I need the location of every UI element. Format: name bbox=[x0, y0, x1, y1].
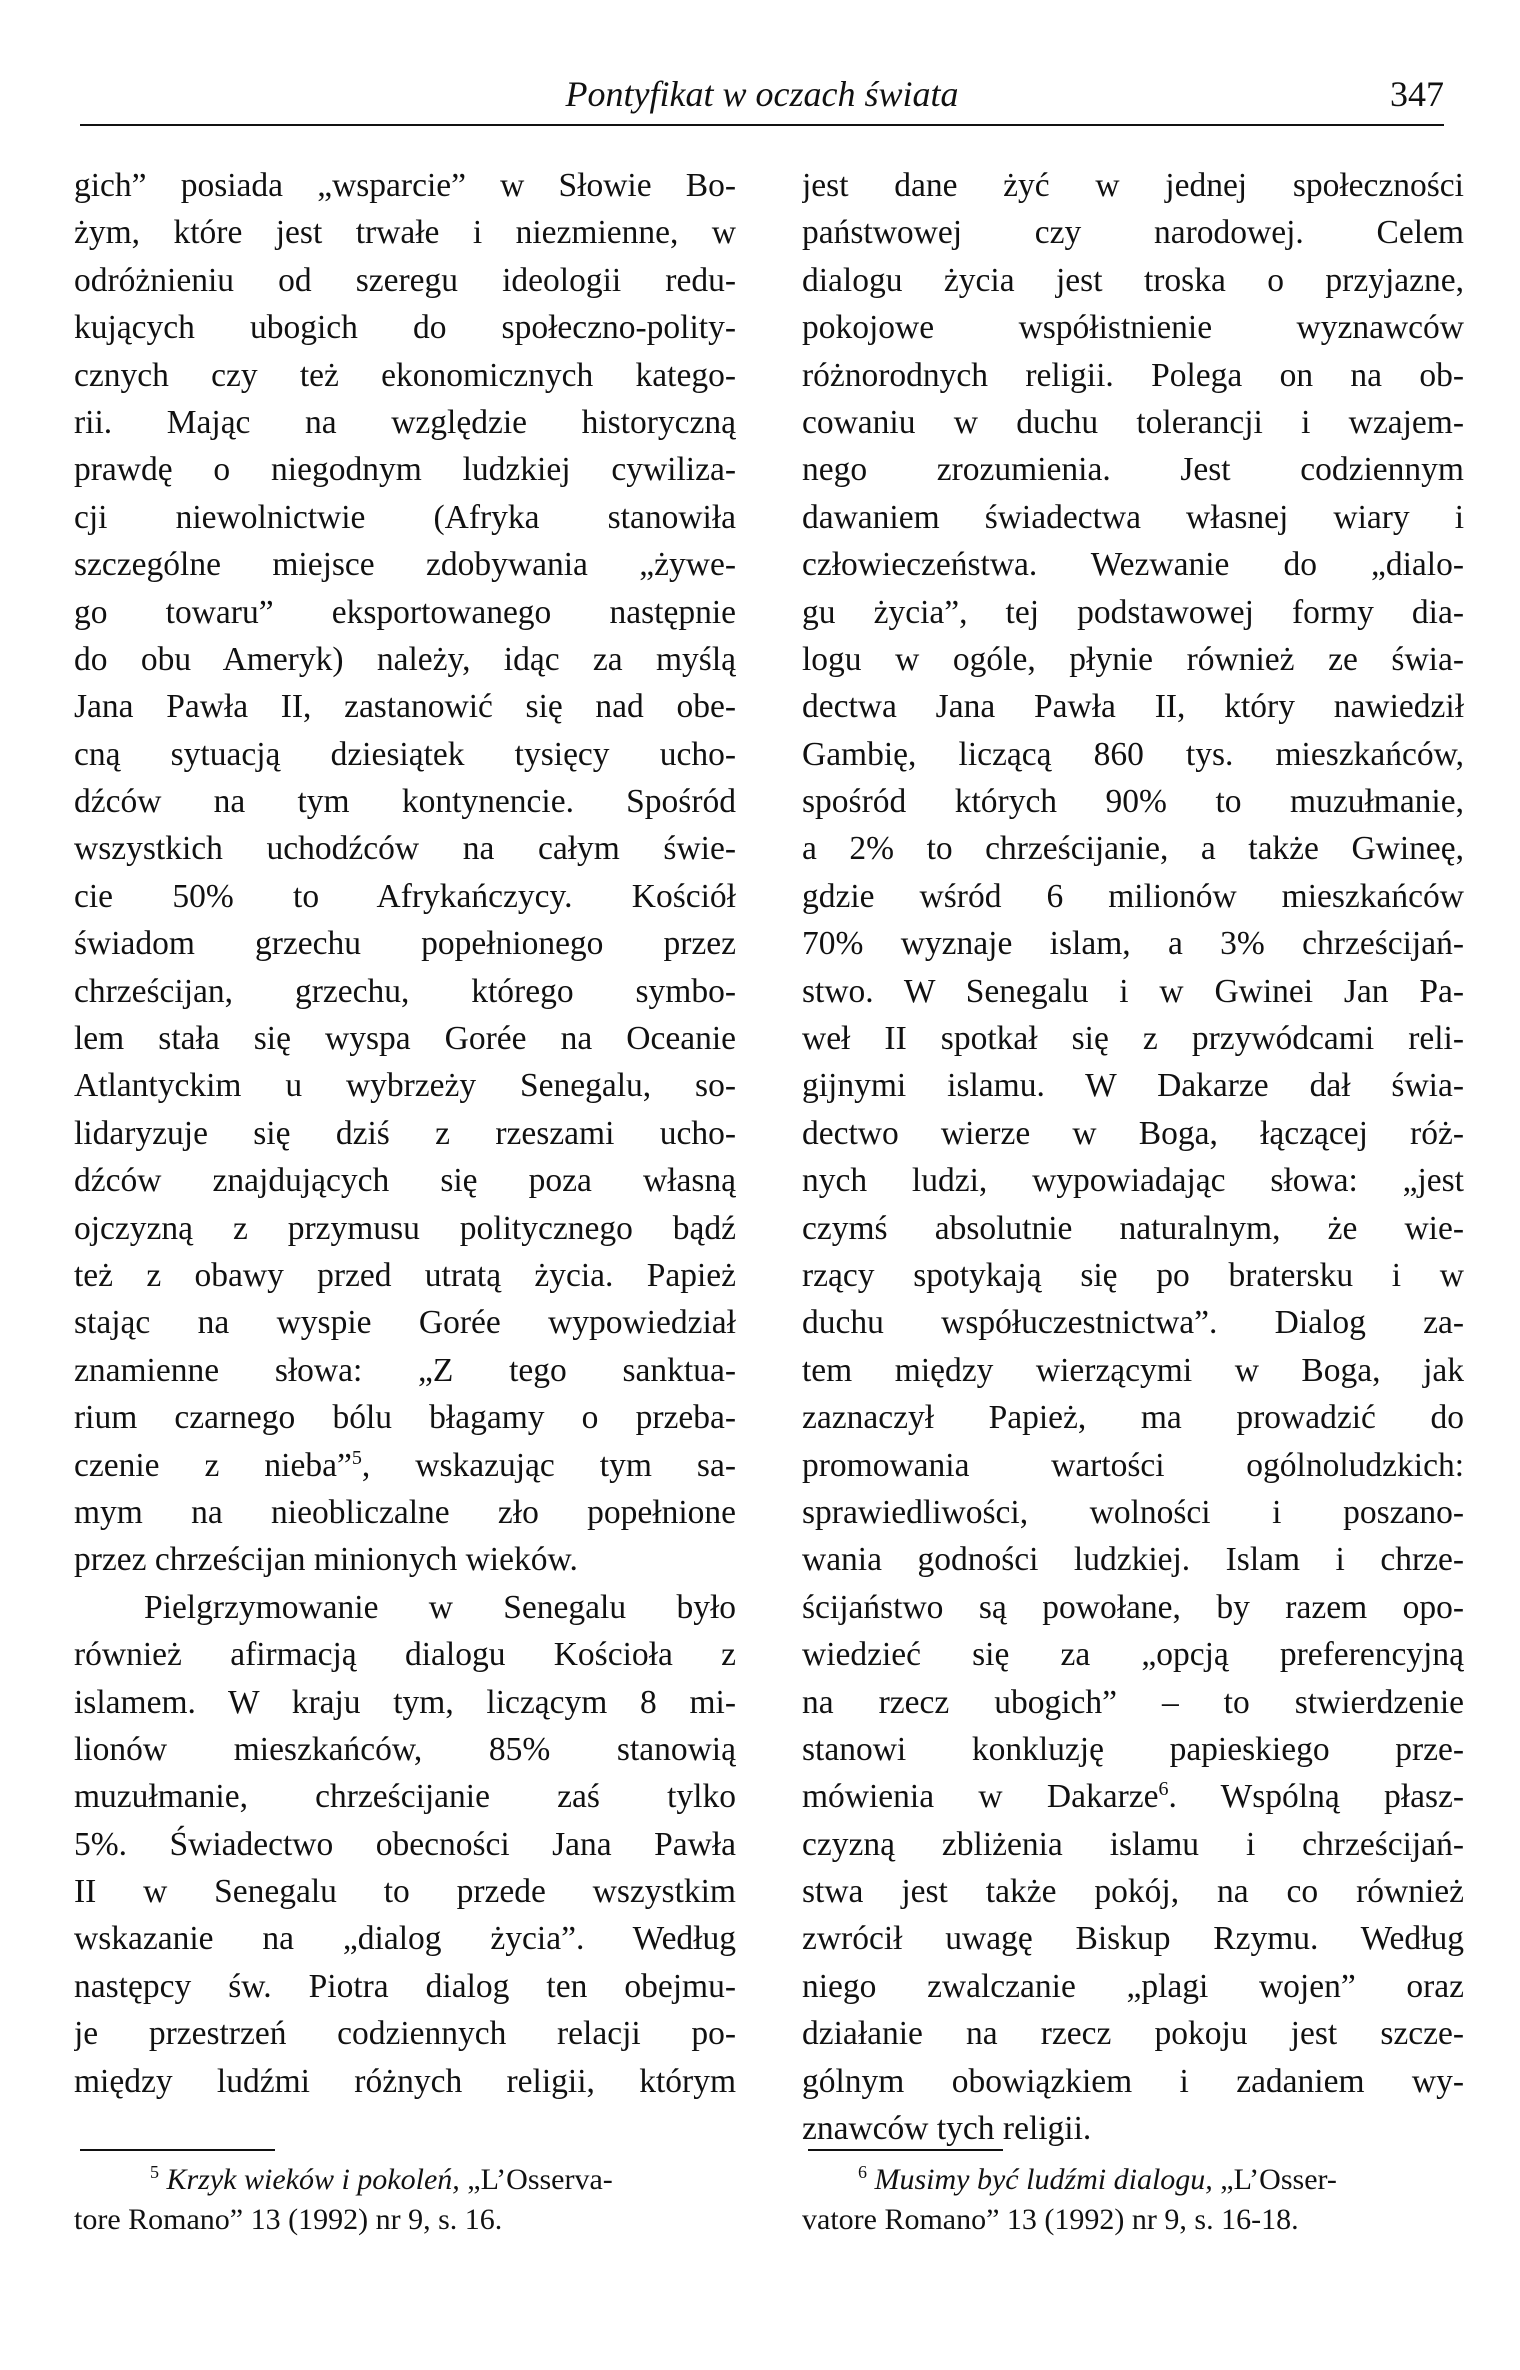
text-line: muzułmanie, chrześcijanie zaś tylko bbox=[74, 1778, 736, 1816]
text-line: czyzną zbliżenia islamu i chrześcijań- bbox=[802, 1825, 1464, 1863]
text-line: II w Senegalu to przede wszystkim bbox=[74, 1873, 736, 1911]
text-line: rii. Mając na względzie historyczną bbox=[74, 403, 736, 441]
text-line: gich” posiada „wsparcie” w Słowie Bo- bbox=[74, 167, 736, 204]
text-line: dźców znajdujących się poza własną bbox=[74, 1162, 736, 1200]
text-fragment: , wskazując tym sa- bbox=[361, 1446, 736, 1484]
text-line: dawaniem świadectwa własnej wiary i bbox=[802, 498, 1464, 536]
running-title: Pontyfikat w oczach świata bbox=[565, 74, 959, 114]
text-line: logu w ogóle, płynie również ze świa- bbox=[802, 640, 1464, 678]
text-line: również afirmacją dialogu Kościoła z bbox=[74, 1636, 736, 1674]
text-line: zwrócił uwagę Biskup Rzymu. Według bbox=[802, 1920, 1464, 1958]
text-line: znawców tych religii. bbox=[802, 2110, 1092, 2148]
text-line: znamienne słowa: „Z tego sanktua- bbox=[74, 1351, 736, 1389]
text-line: lem stała się wyspa Gorée na Oceanie bbox=[74, 1020, 736, 1058]
text-line: wszystkich uchodźców na całym świe- bbox=[74, 830, 736, 868]
footnote-number: 6 bbox=[858, 2162, 867, 2183]
text-line: zaznaczył Papież, ma prowadzić do bbox=[802, 1399, 1464, 1437]
text-line: gdzie wśród 6 milionów mieszkańców bbox=[802, 877, 1464, 915]
text-line: go towaru” eksportowanego następnie bbox=[74, 593, 736, 631]
footnote-source: „L’Osser- bbox=[1212, 2163, 1337, 2196]
text-line: gijnymi islamu. W Dakarze dał świa- bbox=[802, 1067, 1464, 1105]
text-line: cji niewolnictwie (Afryka stanowiła bbox=[74, 498, 736, 536]
text-line: dźców na tym kontynencie. Spośród bbox=[74, 783, 736, 821]
text-line: mym na nieobliczalne zło popełnione bbox=[74, 1493, 736, 1531]
page-number: 347 bbox=[1390, 74, 1444, 114]
text-line: ścijaństwo są powołane, by razem opo- bbox=[802, 1588, 1464, 1626]
text-line: lionów mieszkańców, 85% stanowią bbox=[74, 1730, 736, 1768]
text-line: islamem. W kraju tym, liczącym 8 mi- bbox=[74, 1683, 736, 1721]
right-column bbox=[802, 162, 1464, 2152]
text-line: wania godności ludzkiej. Islam i chrze- bbox=[802, 1541, 1464, 1579]
text-line: pokojowe współistnienie wyznawców bbox=[802, 309, 1464, 347]
footnote-line: vatore Romano” 13 (1992) nr 9, s. 16-18. bbox=[802, 2203, 1299, 2236]
text-line: wiedzieć się za „opcją preferencyjną bbox=[802, 1636, 1464, 1674]
text-line: stając na wyspie Gorée wypowiedział bbox=[74, 1304, 736, 1342]
text-line: rium czarnego bólu błagamy o przeba- bbox=[74, 1399, 736, 1437]
text-fragment: . Wspólną płasz- bbox=[1168, 1778, 1464, 1816]
text-line bbox=[74, 1442, 736, 1489]
footnote-ref-5: 5 bbox=[351, 1446, 362, 1469]
text-line: tem między wierzącymi w Boga, jak bbox=[802, 1351, 1464, 1389]
text-line: żym, które jest trwałe i niezmienne, w bbox=[74, 214, 736, 252]
text-line: Pielgrzymowanie w Senegalu było bbox=[144, 1588, 736, 1626]
text-line: Jana Pawła II, zastanowić się nad obe- bbox=[74, 688, 736, 726]
text-line: cznych czy też ekonomicznych katego- bbox=[74, 356, 736, 394]
text-line: świadom grzechu popełnionego przez bbox=[74, 925, 736, 963]
footnote-line bbox=[802, 2160, 1472, 2200]
text-line: jest dane żyć w jednej społeczności bbox=[802, 167, 1464, 204]
text-line: 70% wyznaje islam, a 3% chrześcijań- bbox=[802, 925, 1464, 963]
text-line: różnorodnych religii. Polega on na ob- bbox=[802, 356, 1464, 394]
text-line: na rzecz ubogich” – to stwierdzenie bbox=[802, 1683, 1464, 1721]
text-line: promowania wartości ogólnoludzkich: bbox=[802, 1446, 1464, 1484]
footnote-title: Musimy być ludźmi dialogu, bbox=[874, 2163, 1213, 2196]
footnote-5 bbox=[74, 2160, 744, 2240]
text-line: sprawiedliwości, wolności i poszano- bbox=[802, 1493, 1464, 1531]
text-line: też z obawy przed utratą życia. Papież bbox=[74, 1256, 736, 1294]
text-line: cowaniu w duchu tolerancji i wzajem- bbox=[802, 403, 1464, 441]
text-line: państwowej czy narodowej. Celem bbox=[802, 214, 1464, 252]
text-line: nych ludzi, wypowiadając słowa: „jest bbox=[802, 1162, 1464, 1200]
text-line: następcy św. Piotra dialog ten obejmu- bbox=[74, 1967, 736, 2005]
text-line: działanie na rzecz pokoju jest szcze- bbox=[802, 2015, 1464, 2053]
text-line: nego zrozumienia. Jest codziennym bbox=[802, 451, 1464, 489]
text-line: dectwa Jana Pawła II, który nawiedził bbox=[802, 688, 1464, 726]
footnote-number: 5 bbox=[150, 2162, 159, 2183]
text-line: szczególne miejsce zdobywania „żywe- bbox=[74, 546, 736, 584]
footnote-source: „L’Osserva- bbox=[459, 2163, 613, 2196]
text-line: prawdę o niegodnym ludzkiej cywiliza- bbox=[74, 451, 736, 489]
text-line: stwo. W Senegalu i w Gwinei Jan Pa- bbox=[802, 972, 1464, 1010]
text-line: 5%. Świadectwo obecności Jana Pawła bbox=[74, 1825, 736, 1863]
text-line: przez chrześcijan minionych wieków. bbox=[74, 1541, 578, 1579]
text-line: wskazanie na „dialog życia”. Według bbox=[74, 1920, 736, 1958]
text-line: niego zwalczanie „plagi wojen” oraz bbox=[802, 1967, 1464, 2005]
footnote-line bbox=[74, 2160, 744, 2200]
text-line: do obu Ameryk) należy, idąc za myślą bbox=[74, 640, 736, 678]
text-line: Atlantyckim u wybrzeży Senegalu, so- bbox=[74, 1067, 736, 1105]
text-line: chrześcijan, grzechu, którego symbo- bbox=[74, 972, 736, 1010]
left-column bbox=[74, 162, 736, 2105]
text-fragment: czenie z nieba” bbox=[74, 1446, 352, 1484]
text-line bbox=[802, 1773, 1464, 1820]
text-line: lidaryzuje się dziś z rzeszami ucho- bbox=[74, 1114, 736, 1152]
footnote-title: Krzyk wieków i pokoleń, bbox=[166, 2163, 460, 2196]
text-line: odróżnieniu od szeregu ideologii redu- bbox=[74, 261, 736, 299]
footnote-rule-left bbox=[80, 2149, 275, 2151]
text-line: ojczyzną z przymusu politycznego bądź bbox=[74, 1209, 736, 1247]
page-header bbox=[80, 64, 1444, 124]
text-line: człowieczeństwa. Wezwanie do „dialo- bbox=[802, 546, 1464, 584]
footnote-line: tore Romano” 13 (1992) nr 9, s. 16. bbox=[74, 2203, 503, 2236]
text-line: stwa jest także pokój, na co również bbox=[802, 1873, 1464, 1911]
text-line: gólnym obowiązkiem i zadaniem wy- bbox=[802, 2062, 1464, 2100]
text-line: czymś absolutnie naturalnym, że wie- bbox=[802, 1209, 1464, 1247]
text-fragment: mówienia w Dakarze bbox=[802, 1778, 1159, 1816]
footnote-rule-right bbox=[808, 2149, 1003, 2151]
text-line: dectwo wierze w Boga, łączącej róż- bbox=[802, 1114, 1464, 1152]
text-line: dialogu życia jest troska o przyjazne, bbox=[802, 261, 1464, 299]
text-line: spośród których 90% to muzułmanie, bbox=[802, 783, 1464, 821]
text-line: gu życia”, tej podstawowej formy dia- bbox=[802, 593, 1464, 631]
header-rule bbox=[80, 124, 1444, 126]
text-line: stanowi konkluzję papieskiego prze- bbox=[802, 1730, 1464, 1768]
text-line: a 2% to chrześcijanie, a także Gwineę, bbox=[802, 830, 1464, 868]
text-line: weł II spotkał się z przywódcami reli- bbox=[802, 1020, 1464, 1058]
footnote-6 bbox=[802, 2160, 1472, 2240]
text-line: je przestrzeń codziennych relacji po- bbox=[74, 2015, 736, 2053]
text-line: Gambię, liczącą 860 tys. mieszkańców, bbox=[802, 735, 1464, 773]
text-line: duchu współuczestnictwa”. Dialog za- bbox=[802, 1304, 1464, 1342]
text-line: cną sytuacją dziesiątek tysięcy ucho- bbox=[74, 735, 736, 773]
text-line: cie 50% to Afrykańczycy. Kościół bbox=[74, 877, 736, 915]
text-line: między ludźmi różnych religii, którym bbox=[74, 2062, 736, 2100]
text-line: rzący spotykają się po bratersku i w bbox=[802, 1256, 1464, 1294]
footnote-ref-6: 6 bbox=[1158, 1778, 1169, 1801]
text-line: kujących ubogich do społeczno-polity- bbox=[74, 309, 736, 347]
